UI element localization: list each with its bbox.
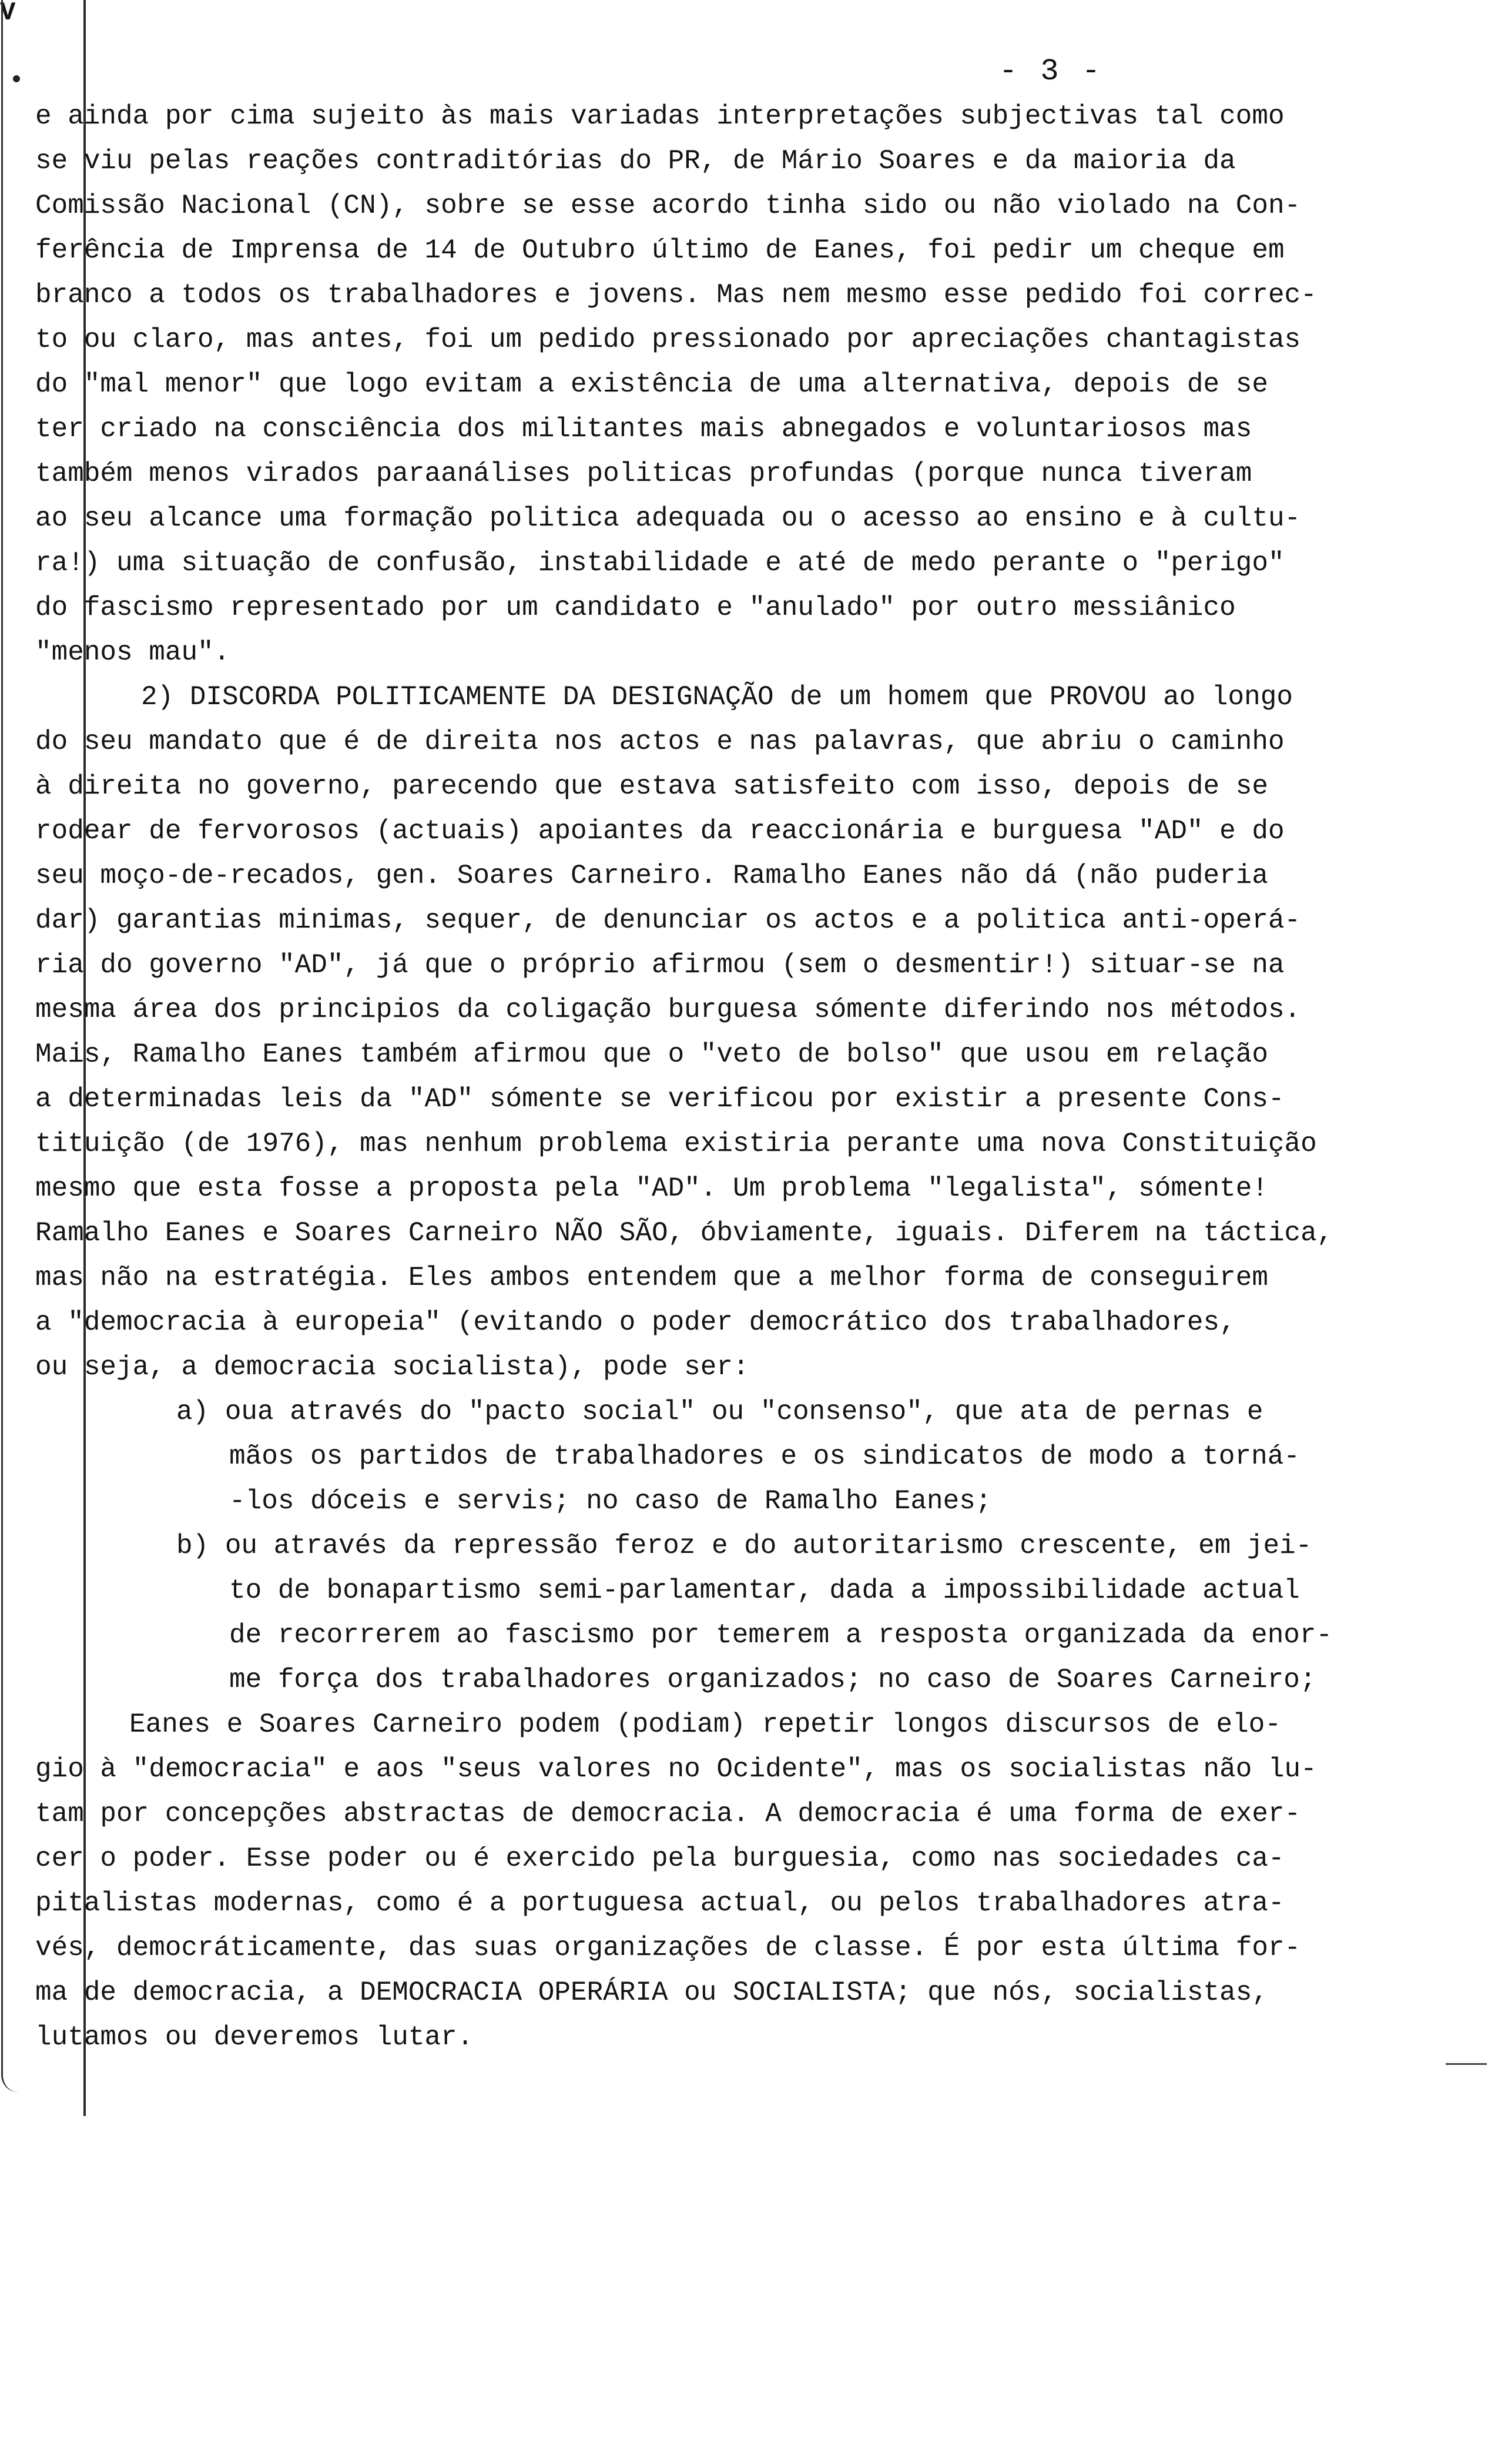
text-line: dar) garantias minimas, sequer, de denunciar os actos e a politica anti-operá- [35,905,1301,936]
text-line: mesma área dos principios da coligação burguesa sómente diferindo nos métodos. [35,995,1301,1025]
text-line: tam por concepções abstractas de democracia. A democracia é uma forma de exer- [35,1799,1301,1829]
text-line: lutamos ou deveremos lutar. [35,2022,474,2053]
page-number: - 3 - [999,54,1103,89]
text-line: pitalistas modernas, como é a portuguesa actual, ou pelos trabalhadores atra- [35,1888,1285,1919]
text-line: 2) DISCORDA POLITICAMENTE DA DESIGNAÇÃO de um homem que PROVOU ao longo [141,682,1293,712]
text-line: e ainda por cima sujeito às mais variadas interpretações subjectivas tal como [35,101,1285,132]
text-line: do "mal menor" que logo evitam a existência de uma alternativa, depois de se [35,369,1268,400]
left-handwritten-bracket [1,0,26,2093]
typewritten-body-text [35,94,1481,2060]
text-line: rodear de fervorosos (actuais) apoiantes da reaccionária e burguesa "AD" e do [35,816,1285,846]
text-line: gio à "democracia" e aos "seus valores no Ocidente", mas os socialistas não lu- [35,1754,1317,1785]
text-line: também menos virados paraanálises politicas profundas (porque nunca tiveram [35,458,1252,489]
text-line: me força dos trabalhadores organizados; no caso de Soares Carneiro; [229,1665,1316,1695]
text-line: ferência de Imprensa de 14 de Outubro último de Eanes, foi pedir um cheque em [35,235,1285,266]
text-line: a) oua através do "pacto social" ou "consenso", que ata de pernas e [176,1397,1263,1427]
text-line: b) ou através da repressão feroz e do autoritarismo crescente, em jei- [176,1531,1312,1561]
text-line: do fascismo representado por um candidato e "anulado" por outro messiânico [35,592,1236,623]
text-line: a determinadas leis da "AD" sómente se verificou por existir a presente Cons- [35,1084,1285,1114]
text-line: do seu mandato que é de direita nos actos e nas palavras, que abriu o caminho [35,727,1285,757]
text-line: to ou claro, mas antes, foi um pedido pressionado por apreciações chantagistas [35,324,1301,355]
text-line: Mais, Ramalho Eanes também afirmou que o "veto de bolso" que usou em relação [35,1039,1268,1070]
text-line: ria do governo "AD", já que o próprio afirmou (sem o desmentir!) situar-se na [35,950,1285,980]
right-margin-dash [1446,2063,1487,2065]
text-line: ra!) uma situação de confusão, instabilidade e até de medo perante o "perigo" [35,548,1285,578]
text-line: "menos mau". [35,637,230,668]
margin-dot-mark [13,75,20,82]
text-line: Eanes e Soares Carneiro podem (podiam) repetir longos discursos de elo- [129,1709,1281,1740]
text-line: mesmo que esta fosse a proposta pela "AD". Um problema "legalista", sómente! [35,1173,1268,1204]
text-line: a "democracia à europeia" (evitando o poder democrático dos trabalhadores, [35,1307,1236,1338]
text-line: ter criado na consciência dos militantes mais abnegados e voluntariosos mas [35,414,1252,444]
text-line: seu moço-de-recados, gen. Soares Carneiro. Ramalho Eanes não dá (não puderia [35,861,1268,891]
text-line: mãos os partidos de trabalhadores e os sindicatos de modo a torná- [229,1441,1300,1472]
text-line: à direita no governo, parecendo que estava satisfeito com isso, depois de se [35,771,1268,802]
text-line: se viu pelas reações contraditórias do PR, de Mário Soares e da maioria da [35,146,1236,176]
text-line: mas não na estratégia. Eles ambos entendem que a melhor forma de conseguirem [35,1263,1268,1293]
text-line: -los dóceis e servis; no caso de Ramalho Eanes; [229,1486,992,1516]
text-line: cer o poder. Esse poder ou é exercido pela burguesia, como nas sociedades ca- [35,1843,1285,1874]
text-line: to de bonapartismo semi-parlamentar, dada a impossibilidade actual [229,1575,1300,1606]
text-line: vés, democráticamente, das suas organizações de classe. É por esta última for- [35,1933,1301,1963]
text-line: Comissão Nacional (CN), sobre se esse acordo tinha sido ou não violado na Con- [35,190,1301,221]
text-line: ou seja, a democracia socialista), pode ser: [35,1352,749,1382]
text-line: de recorrerem ao fascismo por temerem a resposta organizada da enor- [229,1620,1333,1651]
text-line: ao seu alcance uma formação politica adequada ou o acesso ao ensino e à cultu- [35,503,1301,534]
corner-handwritten-mark: V [0,0,16,28]
text-line: tituição (de 1976), mas nenhum problema existiria perante uma nova Constituição [35,1129,1317,1159]
text-line: ma de democracia, a DEMOCRACIA OPERÁRIA ou SOCIALISTA; que nós, socialistas, [35,1977,1268,2008]
text-line: branco a todos os trabalhadores e jovens. Mas nem mesmo esse pedido foi correc- [35,280,1317,310]
text-line: Ramalho Eanes e Soares Carneiro NÃO SÃO, óbviamente, iguais. Diferem na táctica, [35,1218,1333,1248]
